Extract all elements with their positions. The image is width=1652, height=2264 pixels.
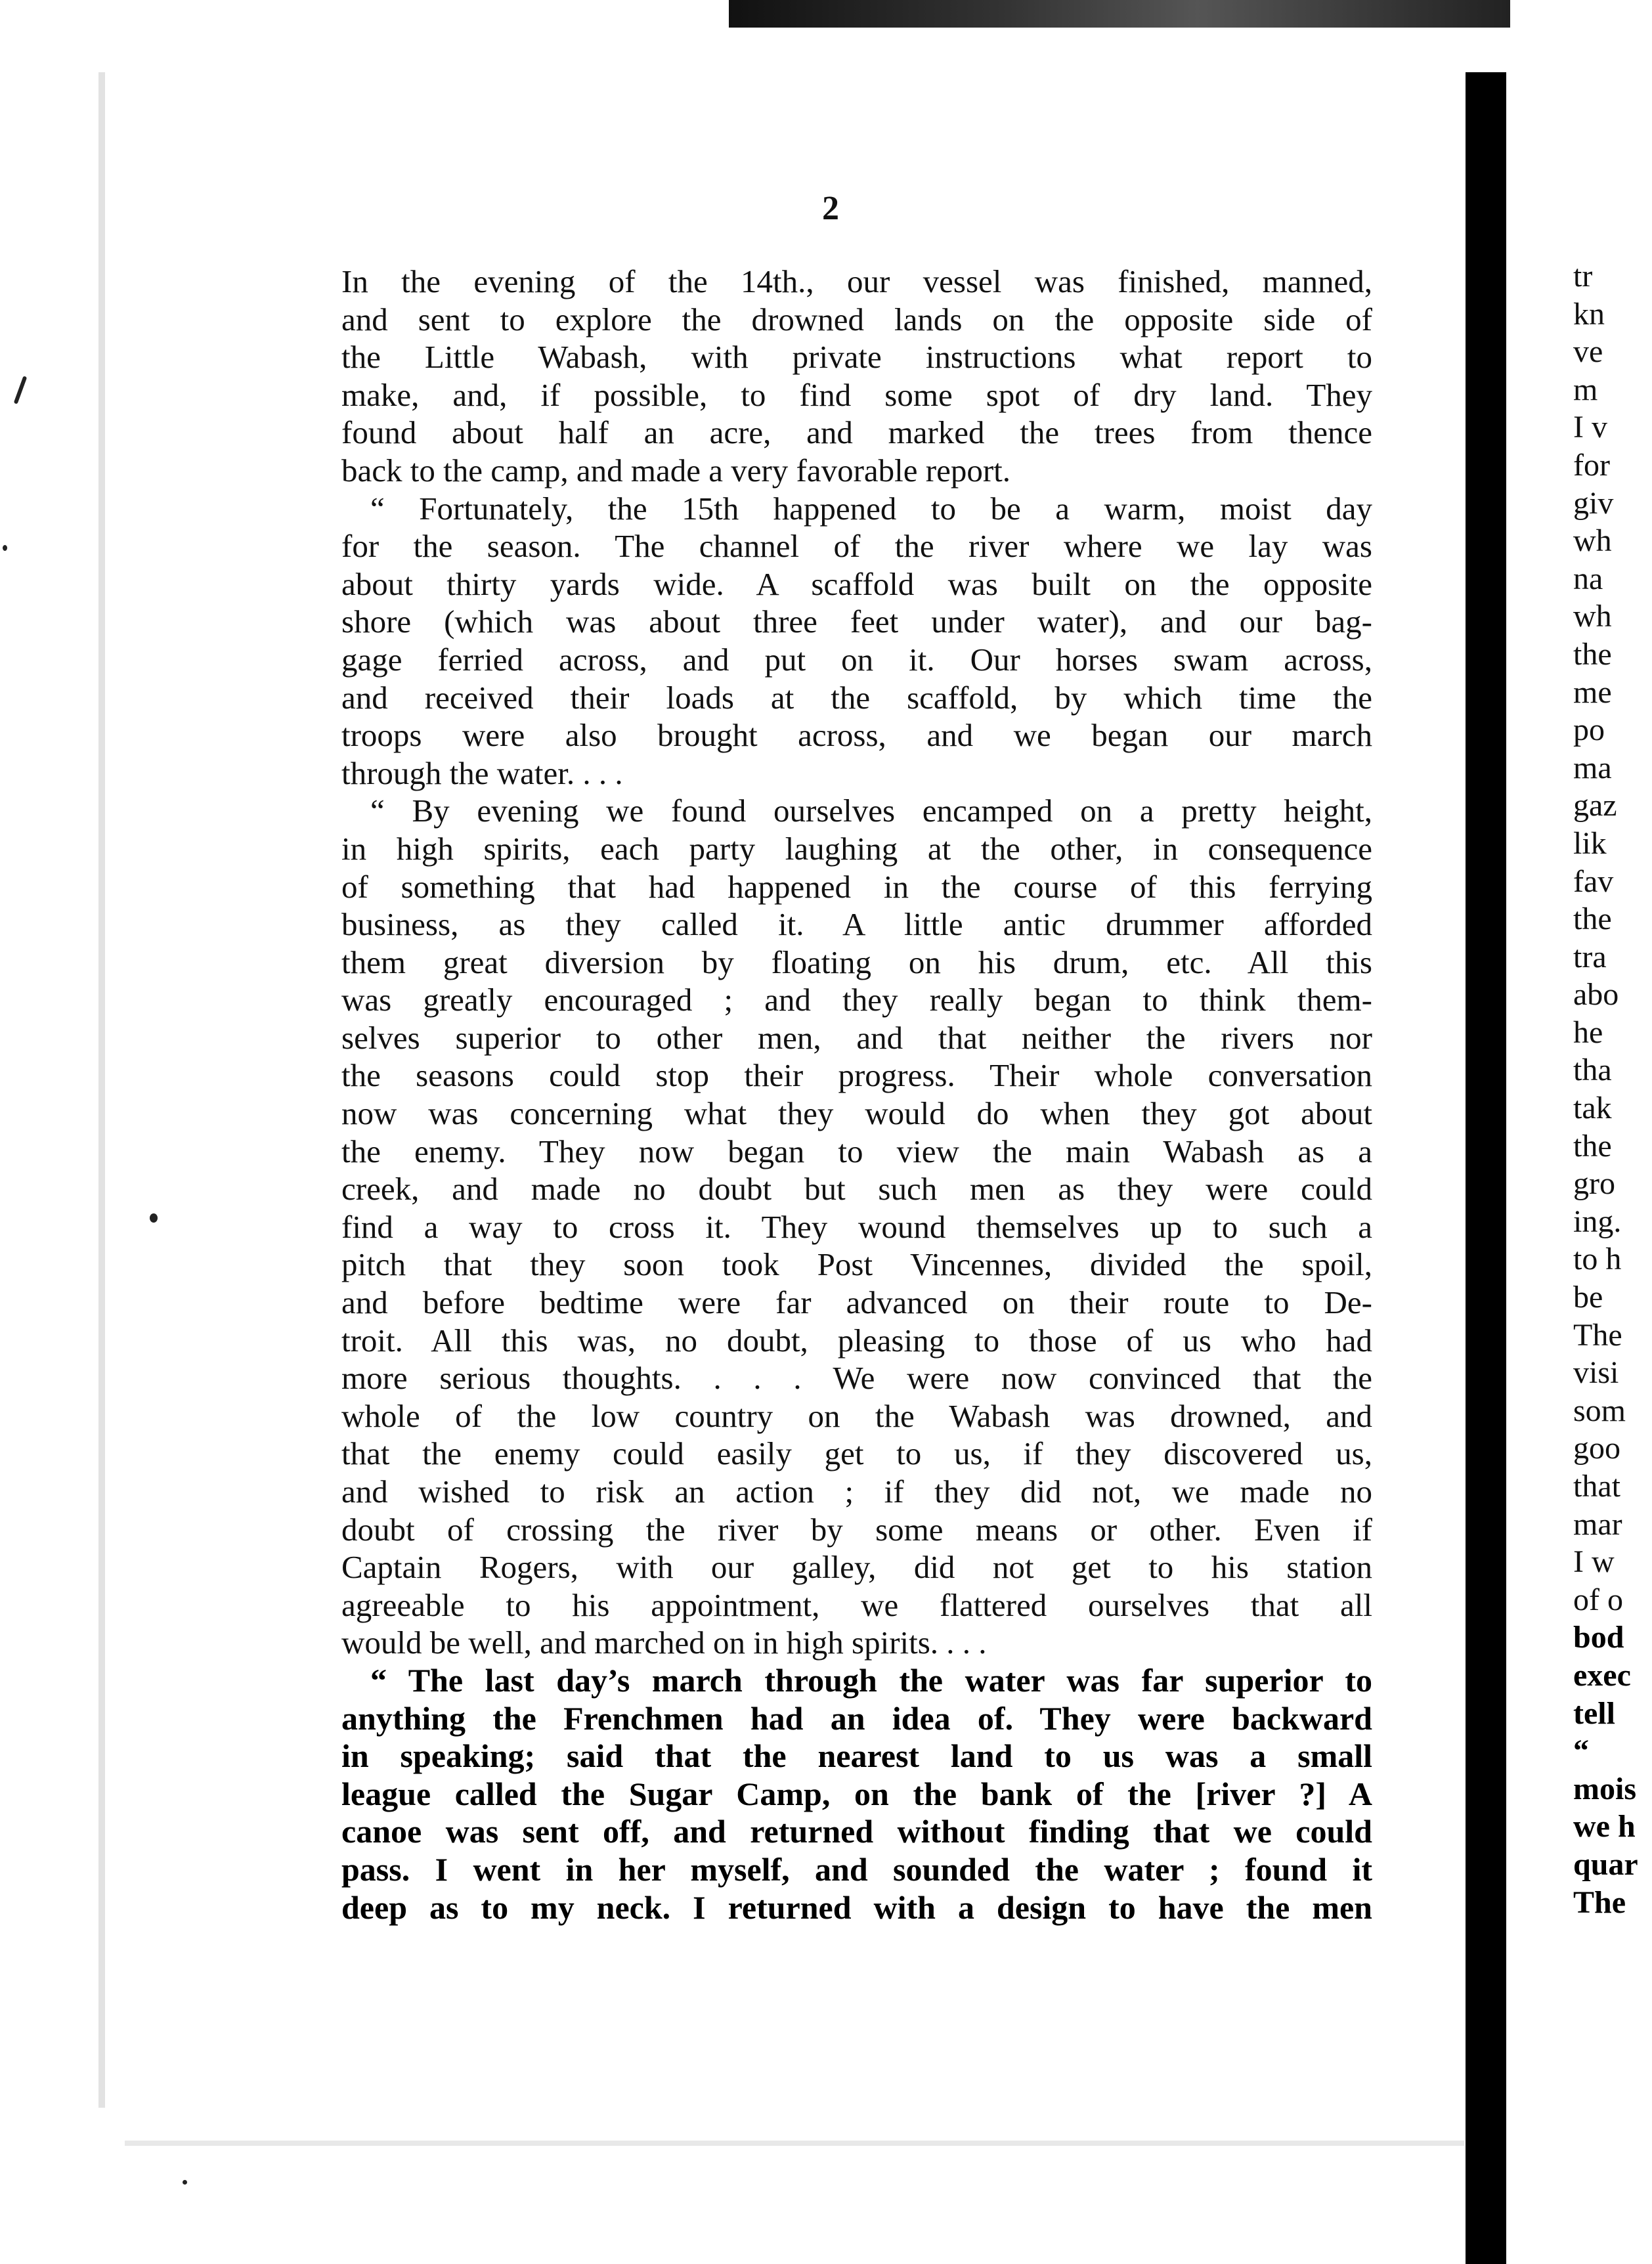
text-line: selves superior to other men, and that neither the rivers nor xyxy=(341,1019,1372,1056)
facing-page-line: bod xyxy=(1573,1620,1624,1655)
text-line: Captain Rogers, with our galley, did not get to his station xyxy=(341,1549,1372,1586)
text-line: league called the Sugar Camp, on the bank of the [river ?] A xyxy=(341,1775,1372,1812)
text-line: the Little Wabash, with private instructions what report to xyxy=(341,339,1372,376)
text-line: more serious thoughts. . . . We were now convinced that the xyxy=(341,1360,1372,1397)
text-line: about thirty yards wide. A scaffold was built on the opposite xyxy=(341,565,1372,602)
facing-page-line: som xyxy=(1573,1393,1626,1428)
facing-page-line: for xyxy=(1573,447,1610,483)
text-line: them great diversion by floating on his drum, etc. All this xyxy=(341,944,1372,980)
facing-page-line: the xyxy=(1573,902,1612,937)
facing-page-line: wh xyxy=(1573,523,1612,559)
text-line: make, and, if possible, to find some spot of dry land. They xyxy=(341,376,1372,413)
facing-page-line: I w xyxy=(1573,1544,1615,1580)
ink-speck xyxy=(150,1213,158,1223)
text-line: “ The last day’s march through the water was far superior to xyxy=(370,1661,1372,1699)
facing-page-line: kn xyxy=(1573,296,1605,332)
text-line: “ By evening we found ourselves encamped on a pretty height, xyxy=(370,793,1372,829)
text-line: “ Fortunately, the 15th happened to be a warm, moist day xyxy=(370,490,1372,527)
facing-page-line: abo xyxy=(1573,977,1619,1012)
facing-page-line: of o xyxy=(1573,1582,1623,1617)
ink-speck xyxy=(14,376,28,404)
text-line: gage ferried across, and put on it. Our horses swam across, xyxy=(341,641,1372,678)
scan-shadow-top xyxy=(729,0,1510,28)
facing-page-line: the xyxy=(1573,1128,1612,1164)
page-bottom-edge xyxy=(125,2141,1464,2146)
text-line: now was concerning what they would do when they got about xyxy=(341,1095,1372,1132)
facing-page-line: tha xyxy=(1573,1053,1612,1088)
facing-page-line: he xyxy=(1573,1014,1603,1050)
facing-page-line: visi xyxy=(1573,1355,1619,1391)
text-line: and sent to explore the drowned lands on the opposite side of xyxy=(341,301,1372,337)
text-line: for the season. The channel of the river where we lay was xyxy=(341,528,1372,565)
text-line: in high spirits, each party laughing at the other, in consequence xyxy=(341,830,1372,867)
text-line: deep as to my neck. I returned with a design to have the men xyxy=(341,1888,1372,1926)
text-line: and wished to risk an action ; if they did not, we made no xyxy=(341,1473,1372,1510)
facing-page-line: quar xyxy=(1573,1846,1638,1882)
text-line: anything the Frenchmen had an idea of. They were backward xyxy=(341,1699,1372,1737)
facing-page-line: ve xyxy=(1573,334,1603,370)
facing-page-line: me xyxy=(1573,674,1612,710)
page-number: 2 xyxy=(822,190,839,227)
facing-page-line: mar xyxy=(1573,1506,1622,1542)
text-line: the enemy. They now began to view the main Wabash as a xyxy=(341,1133,1372,1169)
facing-page-line: goo xyxy=(1573,1431,1620,1466)
facing-page-line: exec xyxy=(1573,1657,1631,1693)
text-line: doubt of crossing the river by some means or other. Even if xyxy=(341,1511,1372,1548)
facing-page-line: ma xyxy=(1573,750,1612,785)
text-line: was greatly encouraged ; and they really began to think them- xyxy=(341,982,1372,1018)
facing-page-line: po xyxy=(1573,712,1605,748)
facing-page-line: that xyxy=(1573,1469,1620,1504)
text-line: that the enemy could easily get to us, if they discovered us, xyxy=(341,1435,1372,1472)
facing-page-line: mois xyxy=(1573,1771,1636,1806)
facing-page-line: m xyxy=(1573,372,1598,407)
text-line: pass. I went in her myself, and sounded the water ; found it xyxy=(341,1850,1372,1888)
book-gutter xyxy=(1466,72,1506,2264)
text-line: pitch that they soon took Post Vincennes, divided the spoil, xyxy=(341,1246,1372,1283)
facing-page-line: the xyxy=(1573,636,1612,672)
text-line: found about half an acre, and marked the trees from thence xyxy=(341,414,1372,451)
text-line: whole of the low country on the Wabash was drowned, and xyxy=(341,1397,1372,1434)
text-line: back to the camp, and made a very favorable report. xyxy=(341,452,1011,489)
facing-page-line: lik xyxy=(1573,825,1607,861)
text-line: find a way to cross it. They wound themselves up to such a xyxy=(341,1208,1372,1245)
facing-page-line: tr xyxy=(1573,259,1593,294)
facing-page-line: gaz xyxy=(1573,788,1617,823)
text-line: creek, and made no doubt but such men as they were could xyxy=(341,1171,1372,1208)
page-left-edge xyxy=(98,72,105,2108)
facing-page-line: I v xyxy=(1573,410,1607,445)
text-line: and received their loads at the scaffold, by which time the xyxy=(341,679,1372,716)
facing-page-line: tra xyxy=(1573,939,1607,974)
facing-page-line: tell xyxy=(1573,1695,1615,1731)
body-text xyxy=(341,263,1372,1927)
facing-page-line: wh xyxy=(1573,599,1612,634)
ink-speck xyxy=(183,2180,187,2185)
facing-page-line: gro xyxy=(1573,1166,1615,1202)
facing-page-fragment xyxy=(1573,257,1652,1921)
facing-page-line: “ xyxy=(1573,1733,1589,1769)
facing-page-line: tak xyxy=(1573,1091,1612,1126)
text-line: canoe was sent off, and returned without finding that we could xyxy=(341,1813,1372,1850)
page-top-edge xyxy=(0,0,735,39)
text-line: agreeable to his appointment, we flattered ourselves that all xyxy=(341,1586,1372,1623)
facing-page-line: The xyxy=(1573,1317,1622,1353)
facing-page-line: ing. xyxy=(1573,1204,1622,1239)
facing-page-line: to h xyxy=(1573,1242,1622,1277)
facing-page-line: we h xyxy=(1573,1809,1636,1844)
facing-page-line: The xyxy=(1573,1884,1626,1920)
text-line: shore (which was about three feet under water), and our bag- xyxy=(341,603,1372,640)
facing-page-line: be xyxy=(1573,1280,1603,1315)
facing-page-line: giv xyxy=(1573,485,1614,521)
text-line: would be well, and marched on in high spirits. . . . xyxy=(341,1624,987,1661)
text-line: business, as they called it. A little antic drummer afforded xyxy=(341,906,1372,943)
text-line: of something that had happened in the course of this ferrying xyxy=(341,868,1372,905)
facing-page-line: fav xyxy=(1573,863,1614,899)
text-line: and before bedtime were far advanced on their route to De- xyxy=(341,1284,1372,1321)
text-line: through the water. . . . xyxy=(341,754,623,791)
text-line: in speaking; said that the nearest land to us was a small xyxy=(341,1737,1372,1775)
text-line: troops were also brought across, and we began our march xyxy=(341,717,1372,754)
text-line: the seasons could stop their progress. Their whole conversation xyxy=(341,1057,1372,1094)
ink-speck xyxy=(3,545,7,551)
facing-page-line: na xyxy=(1573,561,1603,596)
text-line: In the evening of the 14th., our vessel was finished, manned, xyxy=(341,263,1372,299)
text-line: troit. All this was, no doubt, pleasing to those of us who had xyxy=(341,1322,1372,1359)
